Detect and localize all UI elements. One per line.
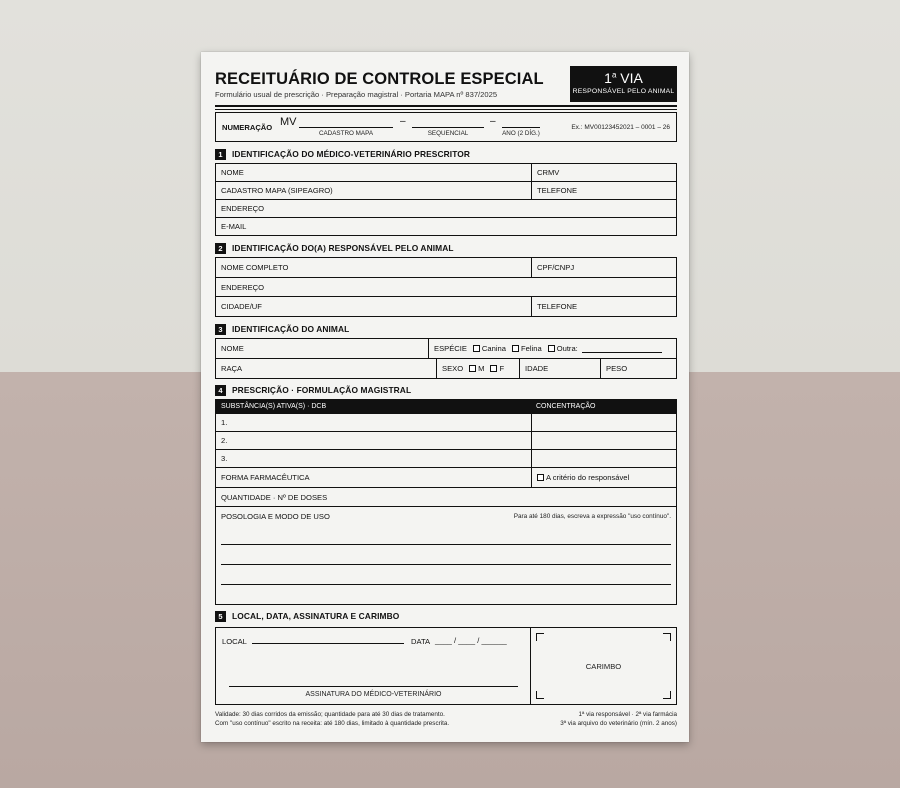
section-1-header: [215, 147, 470, 161]
form-title: RECEITUÁRIO DE CONTROLE ESPECIAL: [215, 70, 544, 88]
quantity-field[interactable]: QUANTIDADE · Nº DE DOSES: [221, 492, 328, 502]
section-4-header: [215, 383, 411, 397]
female-label: F: [499, 364, 505, 373]
species-label: ESPÉCIE: [434, 344, 467, 353]
section-2-number: 2: [215, 243, 226, 254]
concentration-field-1[interactable]: [531, 414, 676, 431]
animal-name-field[interactable]: NOME: [221, 344, 244, 353]
animal-sex-field: [436, 359, 519, 378]
signature-box: [215, 627, 531, 705]
stamp-corner: [536, 691, 544, 699]
section-5-header: [215, 609, 399, 623]
section-2-grid: [215, 257, 677, 317]
substance-field-1[interactable]: 1.: [221, 418, 228, 427]
posologia-line-2[interactable]: [221, 564, 671, 565]
numeracao-dash-1: –: [400, 116, 406, 127]
vet-email-field[interactable]: E-MAIL: [221, 222, 247, 231]
male-checkbox[interactable]: [469, 365, 476, 372]
numeracao-dash-2: –: [490, 116, 496, 127]
section-1-title: IDENTIFICAÇÃO DO MÉDICO-VETERINÁRIO PRESCRITOR: [232, 149, 471, 159]
concentration-field-3[interactable]: [531, 450, 676, 467]
local-label: LOCAL: [222, 637, 247, 646]
signature-caption: ASSINATURA DO MÉDICO-VETERINÁRIO: [305, 691, 442, 698]
cadastro-mapa-field[interactable]: [299, 114, 393, 128]
canina-checkbox[interactable]: [473, 345, 480, 352]
section-5-number: 5: [215, 611, 226, 622]
table-row: [216, 468, 676, 488]
vet-cadastro-field[interactable]: CADASTRO MAPA (SIPEAGRO): [221, 186, 333, 195]
stamp-corner: [663, 633, 671, 641]
prescription-form: [201, 52, 689, 742]
posologia-block[interactable]: [216, 507, 676, 604]
table-row: [216, 414, 676, 432]
substance-field-3[interactable]: 3.: [221, 454, 228, 463]
pharmaceutical-form-field[interactable]: FORMA FARMACÊUTICA: [221, 473, 310, 482]
prescription-table-header: [216, 400, 676, 414]
cadastro-mapa-caption: CADASTRO MAPA: [318, 130, 374, 137]
criterio-checkbox[interactable]: [537, 474, 544, 481]
owner-phone-field[interactable]: TELEFONE: [531, 297, 676, 316]
footer-vias-2: 3ª via arquivo do veterinário (mín. 2 anos): [560, 720, 677, 727]
table-row: [216, 359, 676, 378]
header-rule-thin: [215, 109, 677, 110]
section-5-title: LOCAL, DATA, ASSINATURA E CARIMBO: [232, 611, 400, 621]
canina-label: Canina: [481, 344, 506, 353]
outra-specify-field[interactable]: [582, 345, 662, 353]
animal-breed-field[interactable]: RAÇA: [221, 364, 243, 373]
table-row: [216, 258, 676, 278]
owner-city-field[interactable]: CIDADE/UF: [221, 302, 262, 311]
date-field[interactable]: ____ / ____ / ______: [435, 636, 507, 645]
table-row: [216, 164, 676, 182]
criterio-label: A critério do responsável: [546, 473, 630, 482]
table-row: [216, 488, 676, 507]
section-4-title: PRESCRIÇÃO · FORMULAÇÃO MAGISTRAL: [232, 385, 412, 395]
section-3-number: 3: [215, 324, 226, 335]
owner-address-field[interactable]: ENDEREÇO: [221, 282, 265, 292]
table-row: [216, 297, 676, 316]
table-row: [216, 339, 676, 359]
animal-species-field: [428, 339, 676, 358]
stamp-corner: [663, 691, 671, 699]
sequencial-field[interactable]: [412, 114, 484, 128]
numeracao-example: Ex.: MV00123452021 – 0001 – 26: [571, 124, 670, 131]
section-2-title: IDENTIFICAÇÃO DO(A) RESPONSÁVEL PELO ANIMAL: [232, 243, 454, 253]
criterio-option: [531, 468, 676, 487]
table-row: [216, 218, 676, 235]
outra-label: Outra:: [556, 344, 578, 353]
section-4-grid: [215, 399, 677, 605]
posologia-label: POSOLOGIA E MODO DE USO: [221, 512, 330, 521]
posologia-note: Para até 180 dias, escreva a expressão "uso contínuo".: [513, 513, 671, 520]
signature-line[interactable]: [229, 686, 518, 687]
vet-crmv-field[interactable]: CRMV: [531, 164, 676, 181]
animal-weight-field[interactable]: PESO: [600, 359, 676, 378]
local-field[interactable]: [252, 634, 404, 644]
col-substancia: SUBSTÂNCIA(S) ATIVA(S) · DCB: [221, 403, 327, 410]
section-1-grid: [215, 163, 677, 236]
via-number: 1$^a$ VIA: [604, 70, 643, 86]
numeracao-prefix: MV: [280, 116, 297, 128]
section-2-header: [215, 241, 454, 255]
female-checkbox[interactable]: [490, 365, 497, 372]
via-badge: [570, 66, 677, 102]
footer-validade-1: Validade: 30 dias corridos da emissão; quantidade para até 30 dias de tratamento.: [215, 711, 445, 718]
vet-phone-field[interactable]: TELEFONE: [531, 182, 676, 199]
via-subtitle: RESPONSÁVEL PELO ANIMAL: [572, 88, 675, 95]
outra-checkbox[interactable]: [548, 345, 555, 352]
section-3-grid: [215, 338, 677, 379]
concentration-field-2[interactable]: [531, 432, 676, 449]
animal-age-field[interactable]: IDADE: [519, 359, 600, 378]
owner-name-field[interactable]: NOME COMPLETO: [221, 263, 289, 272]
table-row: [216, 450, 676, 468]
table-row: [216, 200, 676, 218]
header-rule: [215, 105, 677, 107]
ano-caption: ANO (2 DÍG.): [502, 130, 540, 137]
table-row: [216, 432, 676, 450]
table-row: [216, 278, 676, 297]
felina-checkbox[interactable]: [512, 345, 519, 352]
posologia-line-3[interactable]: [221, 584, 671, 585]
footer-vias-1: 1ª via responsável · 2ª via farmácia: [578, 711, 677, 718]
sequencial-caption: SEQUENCIAL: [427, 130, 469, 137]
footer-validade-2: Com "uso contínuo" escrito na receita: até 180 dias, limitado à quantidade prescrita.: [215, 720, 450, 727]
section-4-number: 4: [215, 385, 226, 396]
substance-field-2[interactable]: 2.: [221, 436, 228, 445]
sex-label: SEXO: [442, 364, 464, 373]
owner-cpf-field[interactable]: CPF/CNPJ: [531, 258, 676, 277]
data-label: DATA: [411, 637, 431, 646]
col-concentracao: CONCENTRAÇÃO: [536, 403, 596, 410]
section-3-title: IDENTIFICAÇÃO DO ANIMAL: [232, 324, 350, 334]
numeracao-box: [215, 112, 677, 142]
felina-label: Felina: [521, 344, 542, 353]
section-1-number: 1: [215, 149, 226, 160]
form-subtitle: Formulário usual de prescrição · Preparação magistral · Portaria MAPA nº 837/2025: [215, 90, 498, 99]
male-label: M: [478, 364, 485, 373]
posologia-line-1[interactable]: [221, 544, 671, 545]
ano-field[interactable]: [502, 114, 540, 128]
section-3-header: [215, 322, 349, 336]
vet-address-field[interactable]: ENDEREÇO: [221, 204, 265, 213]
table-row: [216, 182, 676, 200]
stamp-box[interactable]: [530, 627, 677, 705]
stamp-label: CARIMBO: [585, 662, 622, 671]
numeracao-label: NUMERAÇÃO: [222, 123, 273, 132]
vet-name-field[interactable]: NOME: [221, 168, 244, 177]
stamp-corner: [536, 633, 544, 641]
